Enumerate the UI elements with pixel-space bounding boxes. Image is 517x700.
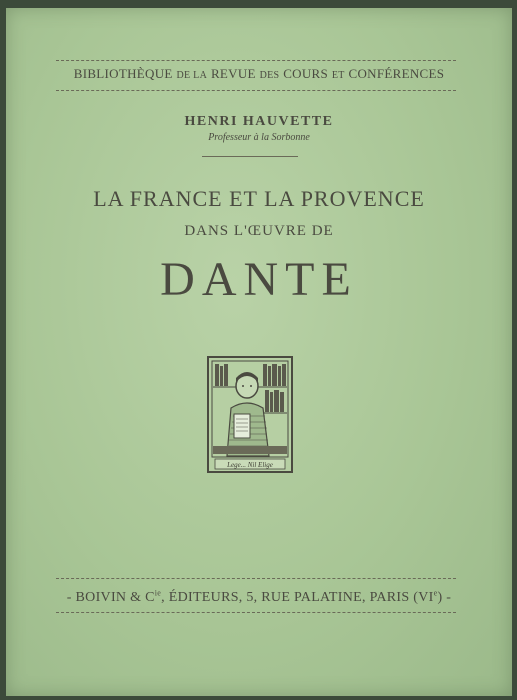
- author-name: HENRI HAUVETTE: [184, 114, 334, 129]
- publisher-part-3: ) -: [437, 590, 452, 605]
- series-word-2: DE LA: [176, 70, 208, 81]
- series-line: [6, 66, 512, 83]
- publisher-part-2: , ÉDITEURS, 5, RUE PALATINE, PARIS (VI: [161, 590, 434, 605]
- series-word-5: COURS: [283, 66, 329, 81]
- series-word-4: DES: [259, 70, 280, 81]
- series-word-3: REVUE: [210, 66, 256, 81]
- series-word-1: BIBLIOTHÈQUE: [73, 66, 173, 81]
- emblem-banner-text: Lege... Nil Elige: [227, 461, 273, 469]
- publisher-top-rule: [56, 578, 456, 579]
- publisher-sup-1: ie: [154, 588, 162, 598]
- book-cover: [6, 8, 512, 696]
- title-line-3: DANTE: [160, 253, 358, 306]
- publisher-bottom-rule: [56, 612, 456, 613]
- title-line-1: LA FRANCE ET LA PROVENCE: [93, 186, 425, 211]
- reading-figure-emblem-icon: [207, 356, 293, 473]
- publisher-part-1: - BOIVIN & C: [66, 590, 155, 605]
- series-bottom-rule: [56, 90, 456, 91]
- title-line-2: DANS L'ŒUVRE DE: [184, 223, 334, 239]
- series-word-7: CONFÉRENCES: [348, 66, 445, 81]
- publisher-sup-2: e: [433, 588, 438, 598]
- publisher-line: [6, 590, 512, 606]
- series-top-rule: [56, 60, 456, 61]
- series-word-6: ET: [331, 70, 345, 81]
- author-rule: [202, 156, 298, 157]
- author-role: Professeur à la Sorbonne: [208, 132, 310, 143]
